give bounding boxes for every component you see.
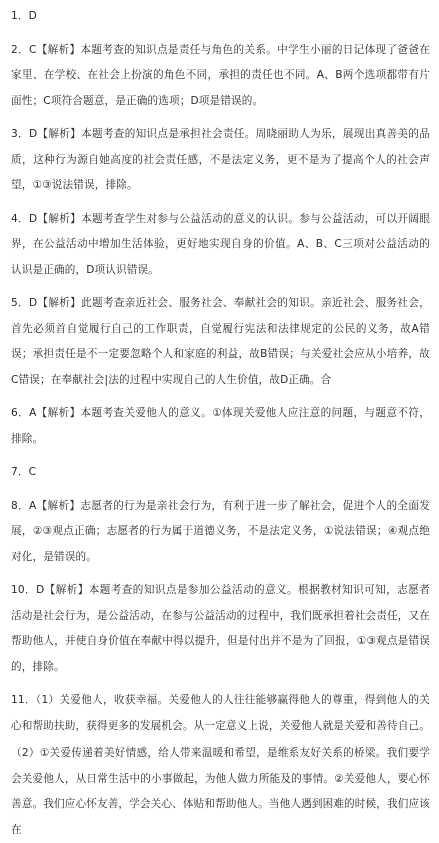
answer-q11-part2: （2）①关爱传递着美好情感，给人带来温暖和希望，是维系友好关系的桥梁。我们要学会关爱他人，从日常生活中的小事做起，为他人做力所能及的事情。②关爱他人，要心怀善意。我们应心怀友善，学会关心、体贴和帮助他人。当他人遇到困难的时候，我们应该在 (11, 747, 431, 836)
answer-q1: 1．D (11, 10, 37, 22)
answer-q2: 2．C【解析】本题考查的知识点是责任与角色的关系。中学生小丽的日记体现了爸爸在家里、在学校、在社会上扮演的角色不同，承担的责任也不同。A、B两个选项都带有片面性；C项符合题意，是正确的选项；D项是错误的。 (11, 43, 430, 107)
answer-q10: 10．D【解析】本题考查的知识点是参加公益活动的意义。根据教材知识可知，志愿者活动是社会行为，是公益活动，在参与公益活动的过程中，我们既承担着社会责任，又在帮助他人，并使自身价值在奉献中得以提升，但是付出并不是为了回报，①③观点是错误的，排除。 (11, 584, 431, 673)
answer-q4: 4．D【解析】本题考查学生对参与公益活动的意义的认识。参与公益活动，可以开阔眼界，在公益活动中增加生活体验，更好地实现自身的价值。A、B、C三项对公益活动的认识是正确的，D项认识错误。 (11, 212, 430, 276)
answer-q3: 3．D【解析】本题考查的知识点是承担社会责任。周晓丽助人为乐，展现出真善美的品质，这种行为源自她高度的社会责任感，不是法定义务，更不是为了提高个人的社会声望，①③说法错误，排除。 (11, 128, 430, 191)
answer-q5: 5．D【解析】此题考查亲近社会、服务社会、奉献社会的知识。亲近社会、服务社会，首先必须首自觉履行自己的工作职责，自觉履行宪法和法律规定的公民的义务，故A错误；承担责任是不一定要忽略个人和家庭的利益，故B错误；与关爱社会应从小培养，故C错误；在奉献社会|法的过程中实现自己的人生价值，故D正确。合 (11, 297, 430, 386)
answer-q11-part1: 11．（1）关爱他人，收获幸福。关爱他人的人往往能够赢得他人的尊重，得到他人的关心和帮助扶助，获得更多的发展机会。从一定意义上说，关爱他人就是关爱和善待自己。 (11, 694, 431, 732)
answer-q8: 8．A【解析】志愿者的行为是亲社会行为，有利于进一步了解社会，促进个人的全面发展，②③观点正确；志愿者的行为属于道德义务，不是法定义务，①说法错误；④观点绝对化，是错误的。 (11, 499, 430, 563)
answer-q6: 6．A【解析】本题考查关爱他人的意义。①体现关爱他人应注意的问题，与题意不符，排除。 (11, 407, 430, 445)
answer-q7: 7．C (11, 466, 37, 478)
